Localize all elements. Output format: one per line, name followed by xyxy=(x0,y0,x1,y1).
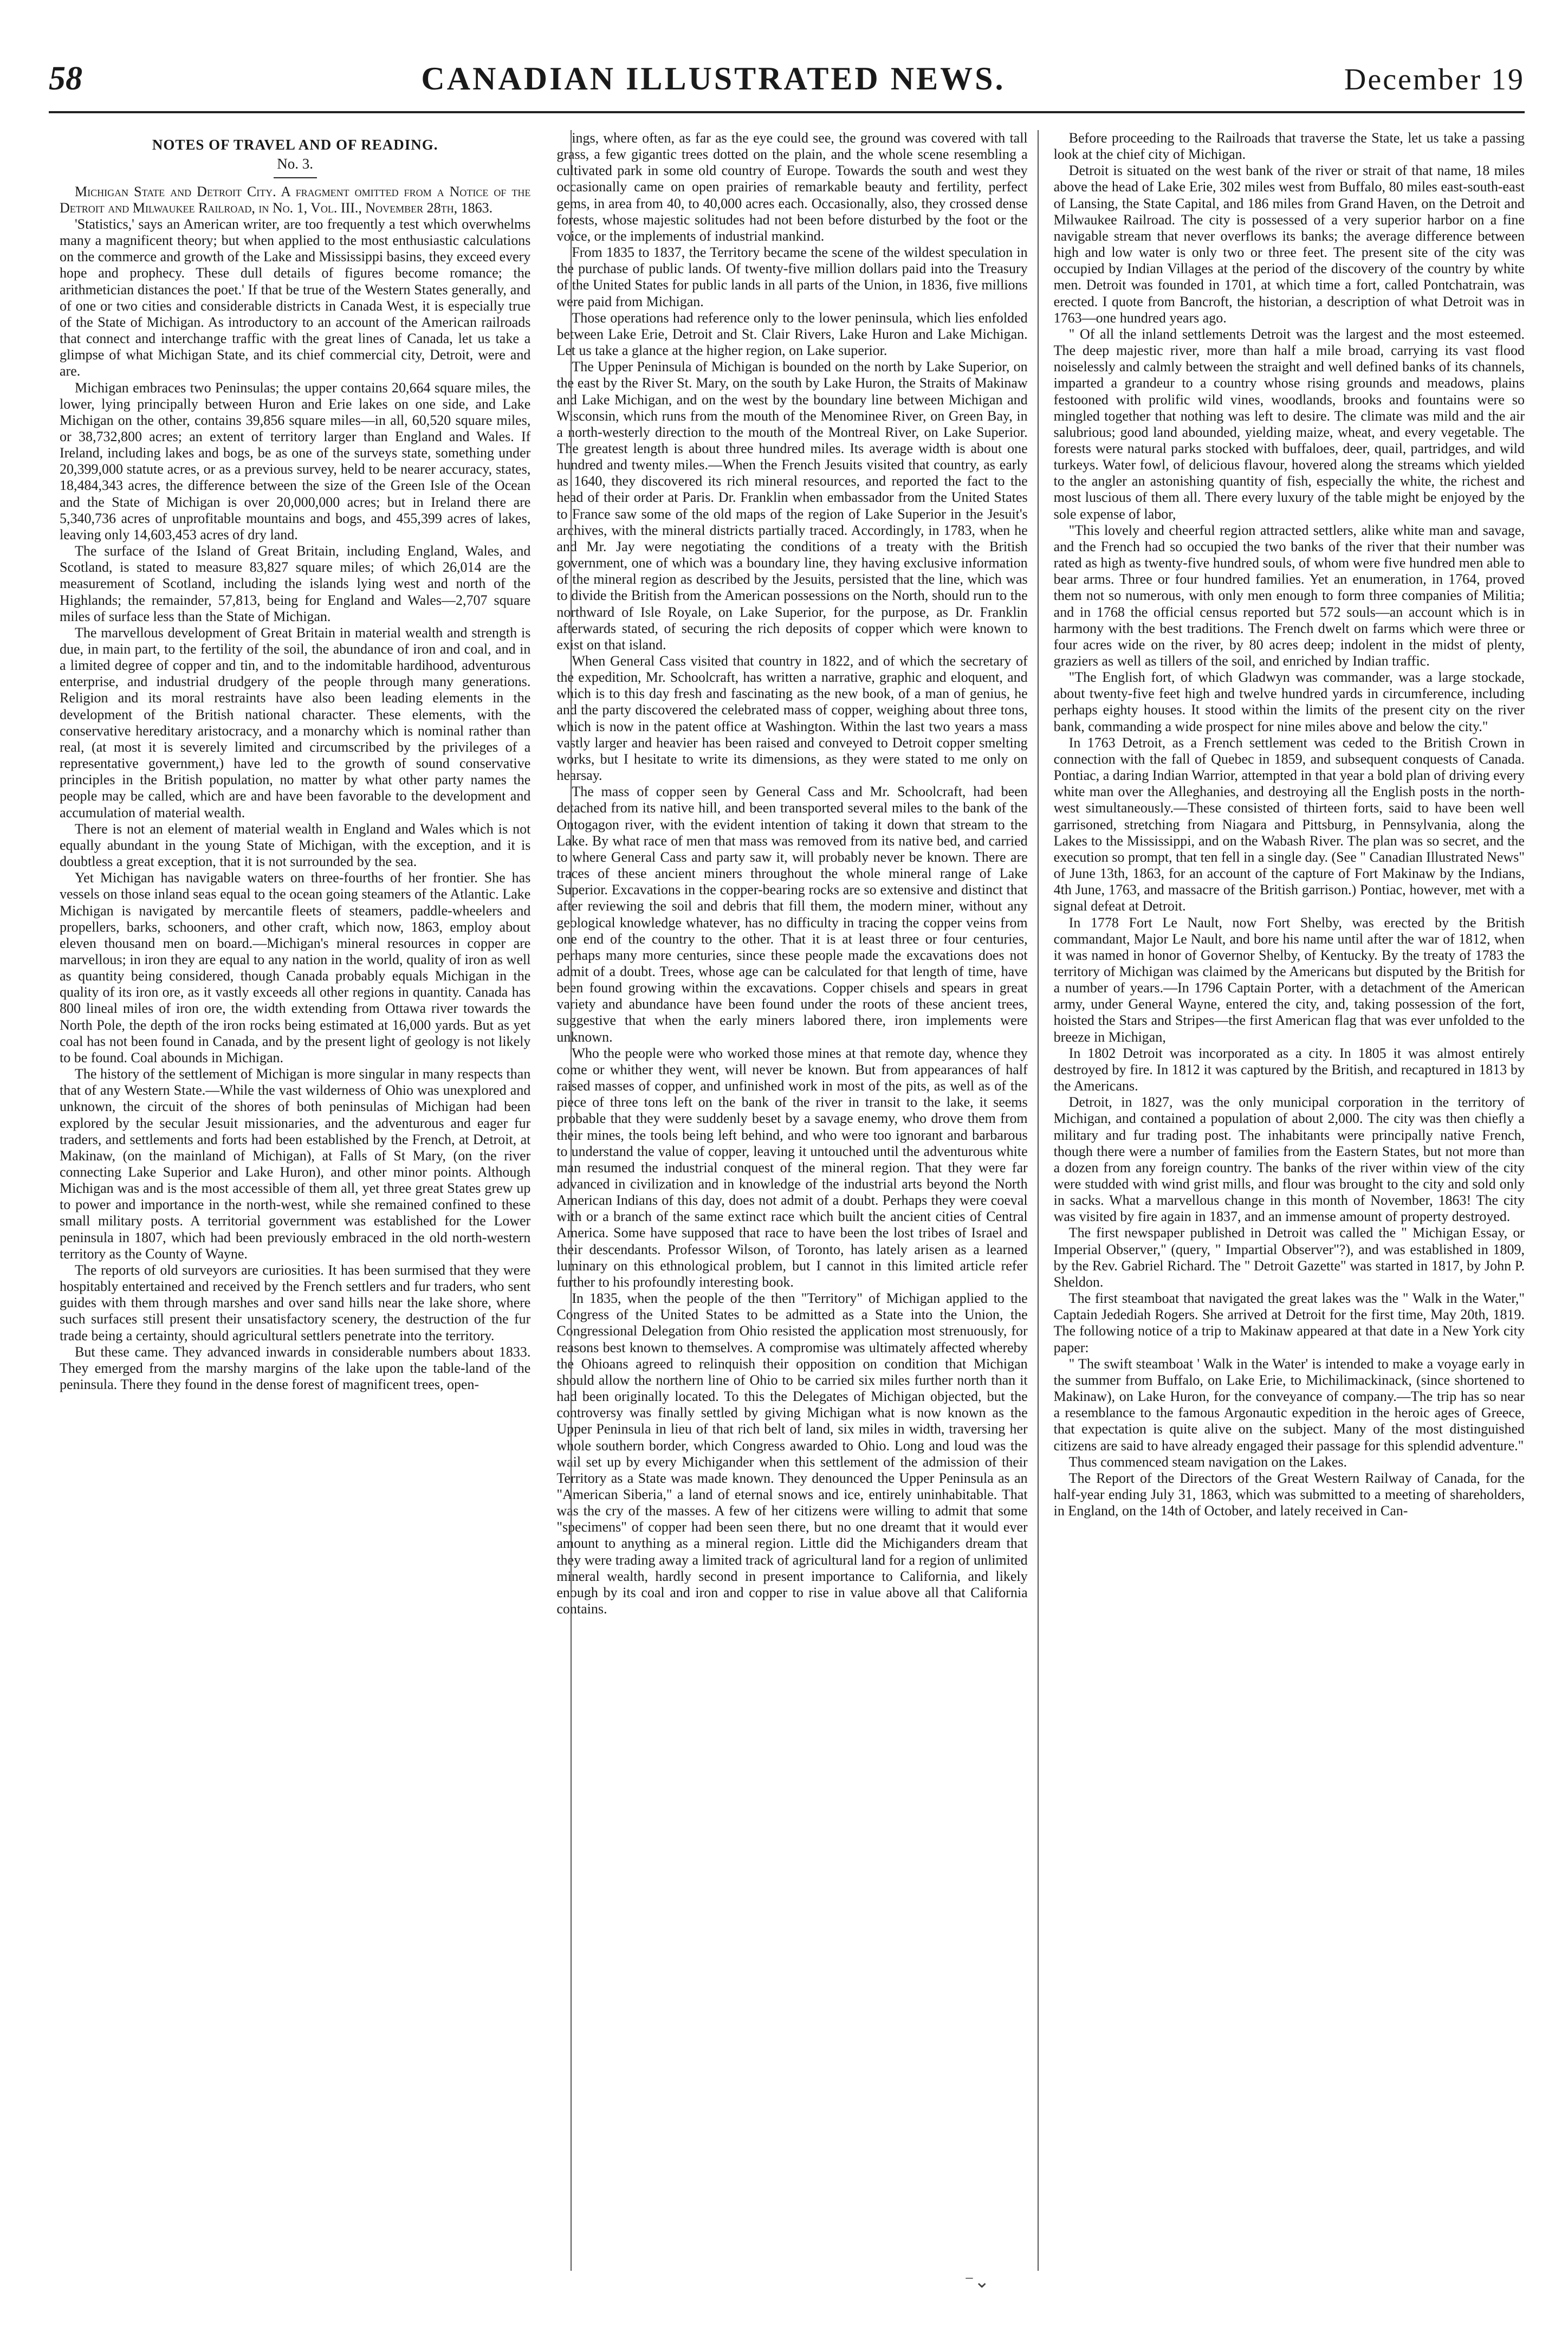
paragraph: The first steamboat that navigated the great lakes was the " Walk in the Water," Captain Jedediah Rogers. She arrived at Detroit for the first time, May 20th, 1819. The following notice of a trip to Makinaw appeared at that date in a New York city paper: xyxy=(1053,1290,1525,1355)
paragraph: Before proceeding to the Railroads that traverse the State, let us take a passing look at the chief city of Michigan. xyxy=(1053,130,1525,163)
issue-date: December 19 xyxy=(1344,63,1525,96)
paragraph: ings, where often, as far as the eye could see, the ground was covered with tall grass, a few gigantic trees dotted on the plain, and the whole scene resembling a cultivated park in some old country of Europe. Towards the south and west they occasionally came on open prairies of remarkable beauty and fertility, perfect gems, in area from 40, to 40,000 acres each. Occasionally, also, they crossed dense forests, whose majestic solitudes had not been before disturbed by the foot or the voice, or the implements of industrial mankind. xyxy=(556,130,1028,244)
paragraph: From 1835 to 1837, the Territory became the scene of the wildest speculation in the purchase of public lands. Of twenty-five million dollars paid into the Treasury of the United States for public lands in all parts of the Union, in 1836, five millions were paid from Michigan. xyxy=(556,244,1028,309)
column-divider xyxy=(1038,130,1039,2271)
paragraph: The Report of the Directors of the Great Western Railway of Canada, for the half-year ending July 31, 1863, which was submitted to a meeting of shareholders, in England, on the 14th of October, and lately received in Can- xyxy=(1053,1470,1525,1519)
paragraph: " Of all the inland settlements Detroit was the largest and the most esteemed. The deep majestic river, more than half a mile broad, carrying its vast flood noiselessly and calmly between the straight and well defined banks of its channels, imparted a grandeur to a country whose rising grounds and meadows, plains festooned with prolific wild vines, woodlands, brooks and fountains were so mingled together that nothing was left to desire. The climate was mild and the air salubrious; good land abounded, yielding maize, wheat, and every vegetable. The forests were natural parks stocked with buffaloes, deer, quail, partridges, and wild turkeys. Water fowl, of delicious flavour, hovered along the streams which yielded to the angler an astonishing quantity of fish, especially the white, the richest and most luscious of them all. There every luxury of the table might be enjoyed by the sole expense of labor, xyxy=(1053,326,1525,522)
paragraph: In 1835, when the people of the then "Territory" of Michigan applied to the Congress of the United States to be admitted as a State into the Union, the Congressional Delegation from Ohio resisted the application most strenuously, for reasons best known to themselves. A compromise was ultimately affected whereby the Ohioans agreed to relinquish their opposition on condition that Michigan should allow the northern line of Ohio to be carried six miles further north than it had been originally located. To this the Delegates of Michigan objected, but the controversy was finally settled by giving Michigan what is now known as the Upper Peninsula in lieu of that rich belt of land, six miles in width, traversing her whole southern border, which Congress awarded to Ohio. Long and loud was the wail set up by every Michigander when this settlement of the admission of their Territory as a State was made known. They denounced the Upper Peninsula as an "American Siberia," a land of eternal snows and ice, entirely uninhabitable. That was the cry of the masses. A few of her citizens were willing to admit that some "specimens" of copper had been seen there, but no one dreamt that it would ever amount to anything as a mineral region. Little did the Michiganders dream that they were trading away a limited track of agricultural land for a region of unlimited mineral wealth, hardly second in present importance to California, and likely enough by its coal and iron and copper to rise in value above all that California contains. xyxy=(556,1290,1028,1617)
paragraph: " The swift steamboat ' Walk in the Water' is intended to make a voyage early in the summer from Buffalo, on Lake Erie, to Michilimackinack, (since shortened to Makinaw), on Lake Huron, for the conveyance of company.—The trip has so near a resemblance to the famous Argonautic expedition in the heroic ages of Greece, that expectation is quite alive on the subject. Many of the most distinguished citizens are said to have already engaged their passage for this splendid adventure." xyxy=(1053,1355,1525,1454)
paragraph: Yet Michigan has navigable waters on three-fourths of her frontier. She has vessels on those inland seas equal to the ocean going steamers of the Atlantic. Lake Michigan is navigated by mercantile fleets of steamers, paddle-wheelers and propellers, barks, schooners, and other craft, which now, 1863, employ about eleven thousand men on board.—Michigan's mineral resources in copper are marvellous; in iron they are equal to any nation in the world, quality of iron as well as quantity being considered, though Canada probably equals Michigan in the quality of its iron ore, as it vastly exceeds all other regions in quantity. Canada has 800 lineal miles of iron ore, the width extending from Ottawa river towards the North Pole, the depth of the iron rocks being estimated at 16,000 yards. But as yet coal has not been found in Canada, and by the present light of geology is not likely to be found. Coal abounds in Michigan. xyxy=(60,870,531,1065)
paragraph: But these came. They advanced inwards in considerable numbers about 1833. They emerged from the marshy margins of the lake upon the table-land of the peninsula. There they found in the dense forest of magnificent trees, open- xyxy=(60,1344,531,1393)
column-divider xyxy=(571,130,572,2271)
paragraph: The reports of old surveyors are curiosities. It has been surmised that they were hospitably entertained and received by the French settlers and fur traders, who sent guides with them through marshes and over sand hills near the lake shore, where such surfaces still present their unsatisfactory scenery, the destruction of the fur trade being a certainty, should agricultural settlers penetrate into the territory. xyxy=(60,1262,531,1344)
paragraph: The marvellous development of Great Britain in material wealth and strength is due, in main part, to the fertility of the soil, the abundance of iron and coal, and in a limited degree of copper and tin, and to the indomitable hardihood, adventurous enterprise, and industrial drudgery of the people through many generations. Religion and its moral restraints have also been leading elements in the development of the British national character. These elements, with the conservative hereditary aristocracy, and a monarchy which is nominal rather than real, (at most it is severely limited and circumscribed by the privileges of a representative government,) have led to the growth of sound conservative principles in the British population, no matter by what other party names the people may be called, which are and have been favorable to the development and accumulation of material wealth. xyxy=(60,624,531,821)
paragraph: There is not an element of material wealth in England and Wales which is not equally abundant in the young State of Michigan, with the exception, and it is doubtless a great exception, that it is not surrounded by the sea. xyxy=(60,821,531,870)
paragraph: 'Statistics,' says an American writer, are too frequently a test which overwhelms many a magnificent theory; but when applied to the most enthusiastic calculations on the commerce and growth of the Lake and Mississippi basins, they exceed every hope and prophecy. These dull details of figures become romance; the arithmetician distances the poet.' If that be true of the Western States generally, and of one or two cities and considerable districts in Canada West, it is especially true of the State of Michigan. As introductory to an account of the American railroads that connect and interchange traffic with the great lines of Canada, let us take a glimpse of what Michigan State, and its chief commercial city, Detroit, were and are. xyxy=(60,216,531,379)
column-1 xyxy=(60,130,530,2271)
paragraph: In 1802 Detroit was incorporated as a city. In 1805 it was almost entirely destroyed by fire. In 1812 it was captured by the British, and recaptured in 1813 by the Americans. xyxy=(1053,1045,1525,1094)
paragraph: "This lovely and cheerful region attracted settlers, alike white man and savage, and the French had so occupied the two banks of the river that their number was rated as high as twenty-five hundred souls, of whom were five hundred men able to bear arms. Three or four hundred families. Yet an enumeration, in 1764, proved them not so numerous, with only men enough to form three companies of Militia; and in 1768 the official census reported but 572 souls—an account which is in harmony with the best traditions. The French dwelt on farms which were three or four acres wide on the river, by 80 acres deep; indolent in the midst of plenty, graziers as well as tillers of the soil, and enriched by Indian traffic. xyxy=(1053,522,1525,669)
page-mark: ⁻⌄ xyxy=(964,2272,990,2292)
title-rule xyxy=(274,177,317,178)
paragraph: The surface of the Island of Great Britain, including England, Wales, and Scotland, is stated to measure 83,827 square miles; of which 26,014 are the measurement of Scotland, including the islands lying west and north of the Highlands; the remainder, 57,813, being for England and Wales—2,707 square miles of surface less than the State of Michigan. xyxy=(60,543,531,624)
paragraph: The history of the settlement of Michigan is more singular in many respects than that of any Western State.—While the vast wilderness of Ohio was unexplored and unknown, the circuit of the shores of both peninsulas of Michigan had been explored by the secular Jesuit missionaries, and the adventurous and eager fur traders, and settlements and forts had been established by the French, at Detroit, at Makinaw, (on the mainland of Michigan), at Falls of St Mary, (on the river connecting Lake Superior and Lake Huron), and other minor points. Although Michigan was and is the most accessible of them all, yet three great States grew up to power and importance in the north-west, while she remained confined to these small military posts. A territorial government was established for the Lower peninsula in 1807, which had been previously embraced in the old north-western territory as the County of Wayne. xyxy=(60,1066,531,1262)
paragraph: The first newspaper published in Detroit was called the " Michigan Essay, or Imperial Observer," (query, " Impartial Observer"?), and was established in 1809, by the Rev. Gabriel Richard. The " Detroit Gazette" was started in 1817, by John P. Sheldon. xyxy=(1053,1225,1525,1290)
paragraph: Those operations had reference only to the lower peninsula, which lies enfolded between Lake Erie, Detroit and St. Clair Rivers, Lake Huron and Lake Michigan. Let us take a glance at the higher region, on Lake superior. xyxy=(556,309,1028,359)
header-rule xyxy=(49,111,1525,113)
paragraph: In 1763 Detroit, as a French settlement was ceded to the British Crown in connection with the fall of Quebec in 1859, and subsequent conquests of Canada. Pontiac, a daring Indian Warrior, attempted in that year a bold plan of driving every white man over the Alleghanies, and destroying all the English posts in the north-west simultaneously.—These consisted of thirteen forts, said to have been well garrisoned, stretching from Niagara and Pittsburg, in Pennsylvania, along the Lakes to the Mississippi, and on the Wabash River. The plan was so secret, and the execution so prompt, that ten fell in a single day. (See " Canadian Illustrated News" of June 13th, 1863, for an account of the capture of Fort Makinaw by the Indians, 4th June, 1763, and massacre of the British garrison.) Pontiac, however, met with a signal defeat at Detroit. xyxy=(1053,734,1525,914)
paragraph: The Upper Peninsula of Michigan is bounded on the north by Lake Superior, on the east by the River St. Mary, on the south by Lake Huron, the Straits of Makinaw and Lake Michigan, and on the west by the boundary line between Michigan and Wisconsin, which runs from the mouth of the Menominee River, on Green Bay, in a north-westerly direction to the mouth of the Montreal River, on Lake Superior. The greatest length is about three hundred miles. Its average width is about one hundred and twenty miles.—When the French Jesuits visited that country, as early as 1640, they discovered its rich mineral resources, and reported the fact to the head of their order at Paris. Dr. Franklin when embassador from the United States to France saw some of the old maps of the region of Lake Superior in the Jesuit's archives, with the mineral districts partially traced. Accordingly, in 1783, when he and Mr. Jay were negotiating the conditions of a treaty with the British government, one of which was a boundary line, they having exclusive information of the mineral region as described by the Jesuits, persisted that the line, which was to divide the British from the American possessions on the North, should run to the northward of Isle Royale, on Lake Superior, for the purpose, as Dr. Franklin afterwards stated, of securing the rich deposits of copper which were known to exist on that island. xyxy=(556,359,1028,653)
article-number: No. 3. xyxy=(277,156,314,172)
paragraph: In 1778 Fort Le Nault, now Fort Shelby, was erected by the British commandant, Major Le Nault, and bore his name until after the war of 1812, when it was named in honor of Governor Shelby, of Kentucky. By the treaty of 1783 the territory of Michigan was claimed by the Americans but disputed by the British for a number of years.—In 1796 Captain Porter, with a detachment of the American army, under General Wayne, entered the city, and, taking possession of the fort, hoisted the Stars and Stripes—the first American flag that was ever unfolded to the breeze in Michigan, xyxy=(1053,914,1525,1045)
page-number: 58 xyxy=(49,60,82,97)
column-3 xyxy=(1054,130,1525,2271)
text-columns xyxy=(60,130,1525,2271)
article-intro: Michigan State and Detroit City. A fragment omitted from a Notice of the Detroit and Milwaukee Railroad, in No. 1, Vol. III., November 28th, 1863. xyxy=(60,183,531,216)
paragraph: Michigan embraces two Peninsulas; the upper contains 20,664 square miles, the lower, lying principally between Huron and Erie lakes on one side, and Lake Michigan on the other, contains 39,856 square miles—in all, 60,520 square miles, or 38,732,800 acres; an extent of territory larger than England and Wales. If Ireland, including lakes and bogs, be as one of the surveys state, something under 20,399,000 statute acres, or as a previous survey, held to be nearer accuracy, states, 18,484,343 acres, the difference between the size of the Green Isle of the Ocean and the State of Michigan is over 20,000,000 acres; but in Ireland there are 5,340,736 acres of unprofitable mountains and bogs, and 455,399 acres of lakes, leaving only 14,603,453 acres of dry land. xyxy=(60,379,531,542)
article-title: NOTES OF TRAVEL AND OF READING. xyxy=(152,137,438,153)
paragraph: Who the people were who worked those mines at that remote day, whence they come or whither they went, will never be known. But from appearances of half raised masses of copper, and unfinished work in most of the pits, as well as of the piece of three tons left on the bank of the river in transit to the lake, it seems probable that they were suddenly beset by a savage enemy, who drove them from their mines, the tools being left behind, and who were too ignorant and barbarous to understand the value of copper, leaving it untouched until the adventurous white man resumed the industrial conquest of the mineral region. That they were far advanced in civilization and in knowledge of the industrial arts beyond the North American Indians of this day, does not admit of a doubt. Perhaps they were coeval with or a branch of the same extinct race which built the ancient cities of Central America. Some have supposed that race to have been the lost tribes of Israel and their descendants. Professor Wilson, of Toronto, has lately arisen as a learned luminary on this ethnological problem, but I cannot in this limited article refer further to his profoundly interesting book. xyxy=(556,1045,1028,1290)
paragraph: The mass of copper seen by General Cass and Mr. Schoolcraft, had been detached from its native hill, and been transported several miles to the bank of the Ontogagon river, with the evident intention of taking it down that stream to the Lake. By what race of men that mass was removed from its native bed, and carried to where General Cass and party saw it, will probably never be known. There are traces of these ancient miners throughout the whole mineral range of Lake Superior. Excavations in the copper-bearing rocks are so extensive and distinct that after reviewing the soil and debris that fill them, the modern miner, without any geological knowledge whatever, has no difficulty in tracing the copper veins from one end of the country to the other. That it is at least three or four centuries, perhaps many more centuries, since these people made the excavations does not admit of a doubt. Trees, whose age can be calculated for that length of time, have been found growing within the excavations. Copper chisels and spears in great variety and abundance have been found under the roots of these ancient trees, suggestive that when the early miners labored there, iron implements were unknown. xyxy=(556,784,1028,1045)
column-2 xyxy=(556,130,1027,2271)
paragraph: Thus commenced steam navigation on the Lakes. xyxy=(1068,1454,1347,1470)
paragraph: Detroit, in 1827, was the only municipal corporation in the territory of Michigan, and contained a population of about 2,000. The city was then chiefly a military and fur trading post. The inhabitants were principally native French, though there were a number of families from the Eastern States, but not more than a dozen from any foreign country. The banks of the river within view of the city were studded with wind grist mills, and flour was brought to the city and sold only in sacks. What a marvellous change in this month of November, 1863! The city was visited by fire again in 1837, and an immense amount of property destroyed. xyxy=(1053,1094,1525,1225)
page-header xyxy=(49,60,1525,108)
masthead: CANADIAN ILLUSTRATED NEWS. xyxy=(421,61,1006,96)
paragraph: "The English fort, of which Gladwyn was commander, was a large stockade, about twenty-five feet high and twelve hundred yards in circumference, including perhaps eighty houses. It stood within the limits of the present city on the river bank, commanding a wide prospect for nine miles above and below the city." xyxy=(1053,669,1525,734)
paragraph: Detroit is situated on the west bank of the river or strait of that name, 18 miles above the head of Lake Erie, 302 miles west from Buffalo, 80 miles east-south-east of Lansing, the State Capital, and 186 miles from Grand Haven, on the Detroit and Milwaukee Railroad. The city is possessed of a very superior harbor on a fine navigable stream that never overflows its banks; the average difference between high and low water is only two or three feet. The present site of the city was occupied by Indian Villages at the period of the discovery of the country by white men. Detroit was founded in 1701, at which time a fort, called Pontchatrain, was erected. I quote from Bancroft, the historian, a description of what Detroit was in 1763—one hundred years ago. xyxy=(1053,163,1525,326)
paragraph: When General Cass visited that country in 1822, and of which the secretary of the expedition, Mr. Schoolcraft, has written a narrative, graphic and eloquent, and which is to this day fresh and fascinating as the new book, of a man of genius, he and the party discovered the celebrated mass of copper, weighing about three tons, which is now in the patent office at Washington. Within the last two years a mass vastly larger and heavier has been raised and conveyed to Detroit copper smelting works, but I hesitate to write its dimensions, as they were stated to me only on hearsay. xyxy=(556,653,1028,784)
